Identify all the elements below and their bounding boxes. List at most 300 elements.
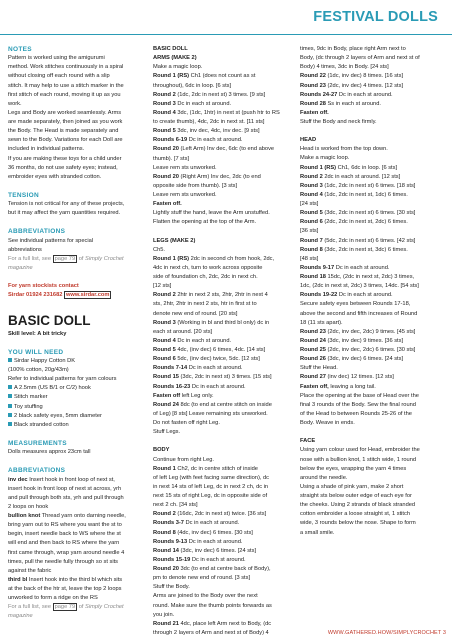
instruction-text: 2htr in next 2 sts, 2htr, 2htr in next 4 xyxy=(175,292,268,299)
instruction-line xyxy=(300,91,444,100)
instruction-text: left Leg only. xyxy=(180,392,214,399)
text-line: 18 (11 sts apart). xyxy=(300,319,343,326)
reference-text: of xyxy=(77,604,86,611)
instruction-label: Round 2 xyxy=(153,511,176,518)
instruction-line xyxy=(153,173,293,182)
bullet-icon xyxy=(8,358,12,362)
text-line: Head is worked from the top down. xyxy=(300,146,388,153)
subsection-heading: HEAD xyxy=(300,137,317,144)
instruction-line xyxy=(300,72,444,81)
text-line: you join. xyxy=(153,611,175,618)
instruction-text: 2dc in each st around. [12 sts] xyxy=(322,173,401,180)
text-line: Flatten the opening at the top of the Arm. xyxy=(153,219,257,226)
section-heading: YOU WILL NEED xyxy=(8,348,64,356)
text-line: but it may affect the yarn quantities required. xyxy=(8,210,121,217)
instruction-line xyxy=(153,392,293,401)
bullet-item xyxy=(8,357,146,366)
reference-line xyxy=(8,255,146,264)
instruction-text: (2dc, inv dec, 2dc) 6 times. [30 sts] xyxy=(325,347,416,354)
text-line: Tension is not critical for any of these projects, xyxy=(8,201,125,208)
instruction-label: Round 5 xyxy=(153,347,176,354)
instruction-text: (Right Arm) Inv dec, 2dc (to end xyxy=(178,173,261,180)
instruction-line xyxy=(153,136,293,145)
instruction-text: (1dc, inv dec) 8 times. [16 sts] xyxy=(325,73,404,80)
instruction-label: Round 6 xyxy=(300,219,323,226)
subsection-heading: FACE xyxy=(300,438,316,445)
subsection-heading: BASIC DOLL xyxy=(153,46,188,52)
instruction-line xyxy=(153,529,293,538)
instruction-text: (3dc, 2dc in next st) 3 times. [15 sts] xyxy=(178,374,272,381)
text-line: at the back of the htr st, leave the top 2 loops xyxy=(8,586,122,593)
instruction-line xyxy=(300,173,444,182)
instruction-text: (3dc, 2dc in next st, 3dc) 6 times. xyxy=(322,246,408,253)
bullet-item xyxy=(8,412,146,421)
bullet-item xyxy=(8,393,146,402)
instruction-line xyxy=(153,565,293,574)
instruction-label: Round 28 xyxy=(300,100,326,107)
instruction-line xyxy=(153,538,293,547)
page-footer xyxy=(328,630,446,636)
instruction-line xyxy=(153,91,293,100)
text-line: Body, (dc through 2 layers of Arm and next st of xyxy=(300,55,420,62)
instruction-text: 8dc (to end at centre stitch on inside xyxy=(178,401,272,408)
page-link[interactable]: page 79 xyxy=(54,255,76,262)
instruction-text: Ss in each st around. xyxy=(325,100,381,107)
instruction-text: 3dc, inv dec, 4dc, inv dec. [9 sts] xyxy=(175,128,260,135)
text-line: 1dc, (2dc in next st, 2dc) 3 times, 14dc. [54 sts] xyxy=(300,283,419,290)
text-line: method. Work stitches continuously in a spiral xyxy=(8,64,124,71)
instruction-text: Dc in each st around. xyxy=(187,538,243,545)
instruction-text: Dc in each st around. xyxy=(190,556,246,563)
bold-line: Fasten off. xyxy=(300,109,329,116)
magazine-ref: magazine xyxy=(8,613,33,620)
stockist-line xyxy=(8,291,146,300)
instruction-line xyxy=(300,328,444,337)
text-line: to create thumb), 4dc, 2dc in next st. [11 sts] xyxy=(153,119,265,125)
bold-line: Skill level: A bit tricky xyxy=(8,330,67,337)
instruction-line xyxy=(300,182,444,191)
text-line: wide, 3 rounds below the nose. Shape to form xyxy=(300,520,416,527)
column-head-face xyxy=(300,45,444,538)
text-line: Stuff the Head. xyxy=(300,365,338,372)
instruction-line xyxy=(300,273,444,282)
instruction-label: Round 18 xyxy=(300,274,326,281)
instruction-line xyxy=(300,218,444,227)
text-line: begin, insert needle back to WS where the st xyxy=(8,531,121,538)
instruction-line xyxy=(8,512,146,521)
instruction-text: Insert hook into the third bl which sits xyxy=(27,576,123,583)
instruction-line xyxy=(300,209,444,218)
instruction-line xyxy=(153,620,293,629)
section-heading: ABBREVIATIONS xyxy=(8,228,66,236)
text-line: will end and then back to RS where the yarn xyxy=(8,540,120,547)
instruction-label: Round 2 xyxy=(153,91,176,98)
text-line: each st around. [20 sts] xyxy=(153,328,213,335)
text-line: Using a shade of pink yarn, make 2 short xyxy=(300,483,404,490)
text-line: nose with a bullion knot, 1 stitch wide, 1 round xyxy=(300,456,417,463)
reference-text: For a full list, see xyxy=(8,255,53,262)
instruction-line xyxy=(153,127,293,136)
instruction-line xyxy=(153,255,293,264)
instruction-label: Round 20 xyxy=(153,566,179,573)
text-line: unworked to form a ridge on the RS xyxy=(8,595,98,602)
instruction-label: Rounds 3-7 xyxy=(153,520,184,527)
section-heading: TENSION xyxy=(8,191,39,199)
reference-text: of xyxy=(77,255,86,262)
spacer xyxy=(8,300,146,309)
bullet-icon xyxy=(8,422,12,426)
text-line: [12 sts] xyxy=(153,283,172,290)
instruction-text: 4dc, place left Arm next to Body, (dc xyxy=(178,620,272,627)
text-line: in next 14 sts of left Leg, dc in next 2 ch, dc in xyxy=(153,483,269,490)
instruction-line xyxy=(153,373,293,382)
text-line: are made separately, then joined as you work xyxy=(8,119,123,125)
text-line: included in individual patterns. xyxy=(8,146,85,153)
instruction-text: (3dc, 2dc in next st) 6 times. [30 sts] xyxy=(322,210,416,217)
text-line: next 2 ch. [34 sts] xyxy=(153,502,198,509)
instruction-text: (4dc, inv dec) 6 times. [30 sts] xyxy=(175,529,253,536)
instruction-text: (3dc, inv dec) 9 times. [36 sts] xyxy=(325,337,404,344)
column-notes xyxy=(8,45,146,622)
instruction-line xyxy=(8,476,146,485)
text-line: [48 sts] xyxy=(300,255,319,262)
instruction-label: Round 4 xyxy=(153,337,176,344)
page-link[interactable]: page 79 xyxy=(54,604,76,611)
text-line: Body) 4 times, 3dc in Body. [24 sts] xyxy=(300,64,389,71)
instruction-label: Rounds 16-23 xyxy=(153,383,191,390)
text-line: first stitch of each round, moving it up as you xyxy=(8,91,121,98)
text-line: times, 9dc in Body, place right Arm next to xyxy=(300,46,406,52)
text-line: of the Head to between Rounds 25-26 of the xyxy=(300,410,412,417)
text-line: sewn to the Body. Variations for each Doll are xyxy=(8,137,123,144)
instruction-label: Round 2 xyxy=(300,173,323,180)
instruction-label: Round 3 xyxy=(300,182,323,189)
text-line: Stuff the Body. xyxy=(153,584,190,591)
text-line: final 3 rounds of the Body. Sew the final round xyxy=(300,401,416,408)
text-line: opposite side from thumb). [3 sts] xyxy=(153,182,238,189)
spacer xyxy=(8,218,146,227)
instruction-line xyxy=(153,510,293,519)
subsection-heading: ARMS (MAKE 2) xyxy=(153,55,197,62)
reference-line xyxy=(8,603,146,612)
instruction-label: Rounds 6-19 xyxy=(153,137,188,144)
text-line: Ch5. xyxy=(153,246,166,253)
text-line: insert hook in front loop of next st across, yrh xyxy=(8,485,122,492)
instruction-label: Round 24 xyxy=(300,337,326,344)
instruction-line xyxy=(300,164,444,173)
bullet-item xyxy=(8,403,146,412)
instruction-text: (2dc, inv dec, 2dc) 9 times. [45 sts] xyxy=(325,328,416,335)
text-line: against the fabric xyxy=(8,567,52,574)
text-line: below the eyes, wrapping the yarn 4 times xyxy=(300,465,407,472)
instruction-text: (Left Arm) Inv dec, 6dc (to end above xyxy=(178,146,275,153)
instruction-line xyxy=(300,373,444,382)
instruction-label: Round 8 xyxy=(300,246,323,253)
text-line: stitch. It may help to use a stitch marker in the xyxy=(8,82,124,89)
instruction-text: Dc in each st around. xyxy=(337,91,393,98)
instruction-text: Dc in each st around. xyxy=(190,383,246,390)
text-line: pm to denote new end of round. [3 sts] xyxy=(153,575,251,582)
spacer xyxy=(8,273,146,282)
instruction-line xyxy=(300,100,444,109)
instruction-line xyxy=(153,100,293,109)
instruction-text: 5dc, (inv dec) twice, 5dc. [12 sts] xyxy=(175,356,260,363)
section-heading: ABBREVIATIONS xyxy=(8,467,66,475)
instruction-label: Round 3 xyxy=(153,319,176,326)
instruction-text: 2dc in second ch from hook, 2dc, xyxy=(189,255,275,262)
bullet-text: Black stranded cotton xyxy=(14,421,69,428)
text-line: straight sts below outer edge of each eye for xyxy=(300,493,412,500)
instruction-text: (1dc, 2dc in next st, 1dc) 6 times. xyxy=(322,191,408,198)
text-line: Dolls measures approx 23cm tall xyxy=(8,449,91,456)
bullet-item xyxy=(8,384,146,393)
page-title: FESTIVAL DOLLS xyxy=(313,9,438,25)
text-line: Body. Weave in ends. xyxy=(300,420,355,427)
instruction-text: 15dc, (2dc in next st, 2dc) 3 times, xyxy=(325,274,415,281)
bullet-icon xyxy=(8,404,12,408)
instruction-label: Round 23 xyxy=(300,328,326,335)
instruction-line xyxy=(300,337,444,346)
spacer xyxy=(153,228,293,237)
instruction-text: Insert hook in front loop of next st, xyxy=(27,476,115,483)
text-line: Secure safety eyes between Rounds 17-18, xyxy=(300,301,411,308)
text-line: Leave rem sts unworked. xyxy=(153,192,217,198)
bullet-item xyxy=(8,421,146,430)
instruction-label: Round 21 xyxy=(153,620,179,627)
instruction-text: Dc in each st around. xyxy=(337,292,393,299)
text-line: and pull through both sts, yrh and pull through xyxy=(8,494,124,501)
text-line: Continue from right Leg. xyxy=(153,456,215,463)
instruction-text: (5dc, 2dc in next st) 6 times. [42 sts] xyxy=(322,237,416,244)
instruction-label: Round 5 xyxy=(153,128,176,135)
instruction-label: Fasten off, xyxy=(300,383,329,390)
instruction-label: Round 7 xyxy=(300,237,323,244)
instruction-label: inv dec xyxy=(8,476,28,483)
instruction-line xyxy=(300,383,444,392)
text-line: Refer to individual patterns for yarn colours xyxy=(8,376,117,383)
instruction-text: 3dc (to end at centre back of Body), xyxy=(178,566,271,573)
instruction-label: Round 20 xyxy=(153,173,179,180)
bullet-icon xyxy=(8,413,12,417)
text-line: times, pull the needle fully through so st sits xyxy=(8,558,119,565)
header-divider xyxy=(0,34,452,35)
bullet-text: A 2.5mm (US B/1 or C/2) hook xyxy=(14,385,91,392)
instruction-line xyxy=(153,383,293,392)
footer-url[interactable]: WWW.GATHERED.HOW/SIMPLYCROCHET xyxy=(327,630,442,636)
text-line: first came through, wrap yarn around needle 4 xyxy=(8,549,125,556)
text-line: Pattern is worked using the amigurumi xyxy=(8,55,105,62)
instruction-line xyxy=(300,246,444,255)
text-line: [24 sts] xyxy=(300,201,319,208)
instruction-label: Round 22 xyxy=(300,73,326,80)
instruction-text: (inv dec) 12 times. [12 sts] xyxy=(325,374,394,381)
text-line: throughout), 6dc in loop. [6 sts] xyxy=(153,82,232,89)
text-line: the cheeks. Using 2 strands of black stranded xyxy=(300,502,416,509)
spacer xyxy=(8,430,146,439)
instruction-text: Dc in each st around. xyxy=(175,100,232,107)
instruction-label: Rounds 19-22 xyxy=(300,292,338,299)
section-heading: NOTES xyxy=(8,46,32,53)
instruction-text: Ch1 (does not count as st xyxy=(189,73,256,80)
instruction-line xyxy=(153,72,293,81)
instruction-line xyxy=(153,291,293,300)
instruction-label: Round 24 xyxy=(153,401,179,408)
bullet-text: Toy stuffing xyxy=(14,403,43,410)
instruction-text: Dc in each st around. xyxy=(334,264,390,271)
bullet-icon xyxy=(8,394,12,398)
instruction-label: Round 26 xyxy=(300,356,326,363)
stockist-text: Sirdar 01924 231682 xyxy=(8,292,64,299)
text-line: Arms are joined to the Body over the next xyxy=(153,593,258,600)
text-line: round. Make sure the thumb points forwards as xyxy=(153,602,272,609)
text-line: Stuff Legs. xyxy=(153,429,181,436)
instruction-label: Round 20 xyxy=(153,146,179,153)
page-header xyxy=(0,0,452,34)
spacer xyxy=(300,428,444,437)
text-line: without closing off each round with a slip xyxy=(8,73,110,80)
instruction-text: 3dc, (1dc, 1htr) in next st (push htr to RS xyxy=(175,109,280,116)
instruction-line xyxy=(300,191,444,200)
bullet-text: 2 black safety eyes, 5mm diameter xyxy=(14,412,102,419)
instruction-line xyxy=(153,364,293,373)
instruction-text: (1dc, 2dc in next st) 3 times. [9 sts] xyxy=(175,91,266,98)
instruction-text: (2dc, inv dec) 4 times. [12 sts] xyxy=(325,82,404,89)
instruction-line xyxy=(153,109,293,118)
instruction-line xyxy=(153,519,293,528)
text-line: Leave rem sts unworked. xyxy=(153,164,217,171)
instruction-label: Round 1 (RS) xyxy=(300,164,337,171)
instruction-label: Rounds 15-19 xyxy=(153,556,191,563)
instruction-text: Dc in each st around. xyxy=(187,365,243,372)
instruction-line xyxy=(153,556,293,565)
instruction-text: (3dc, inv dec) 6 times. [24 sts] xyxy=(325,356,404,363)
instruction-label: Round 4 xyxy=(153,109,176,116)
instruction-text: (16dc, 2dc in next st) twice. [36 sts] xyxy=(175,511,267,518)
text-line: sts, 2htr, 2htr in next 2 sts, htr in first st to xyxy=(153,301,257,308)
bold-line: Fasten off. xyxy=(153,201,182,208)
text-line: work. xyxy=(8,100,22,107)
text-line: Legs and Body are worked seamlessly. Arms xyxy=(8,109,122,116)
instruction-text: Dc in each st around. xyxy=(175,337,232,344)
column-arms-legs-body xyxy=(153,45,293,638)
instruction-label: Round 14 xyxy=(153,547,179,554)
pattern-title: BASIC DOLL xyxy=(8,312,91,328)
instruction-label: Rounds 7-14 xyxy=(153,365,188,372)
instruction-label: bullion knot xyxy=(8,513,41,520)
instruction-label: Rounds 9-13 xyxy=(153,538,188,545)
page-number: 3 xyxy=(442,630,446,636)
subsection-heading: BODY xyxy=(153,447,170,454)
instruction-text: leaving a long tail. xyxy=(328,383,376,390)
instruction-label: third bl xyxy=(8,576,28,583)
instruction-label: Round 6 xyxy=(153,356,176,363)
instruction-line xyxy=(153,346,293,355)
instruction-line xyxy=(300,264,444,273)
text-line: bring yarn out to RS where you want the st to xyxy=(8,522,122,529)
text-line: cotton embroider a loose straight st, 1 stitch xyxy=(300,511,411,518)
stockist-line xyxy=(8,282,146,291)
instruction-line xyxy=(8,576,146,585)
instruction-text: 4dc, (inv dec) 6 times, 4dc. [14 sts] xyxy=(175,347,266,354)
instruction-label: Round 25 xyxy=(300,347,326,354)
text-line: See individual patterns for special xyxy=(8,237,94,244)
text-line: thumb). [7 sts] xyxy=(153,155,190,162)
instruction-label: Round 3 xyxy=(153,100,176,107)
instruction-line xyxy=(153,355,293,364)
instruction-text: (2dc, 2dc in next st, 2dc) 6 times. xyxy=(322,219,408,226)
text-line: the Body. The Head is made separately and xyxy=(8,128,119,135)
instruction-label: Rounds 24-27 xyxy=(300,91,338,98)
instruction-text: (3dc, inv dec) 6 times. [24 sts] xyxy=(178,547,257,554)
subsection-heading: LEGS (MAKE 2) xyxy=(153,237,196,244)
instruction-line xyxy=(153,145,293,154)
instruction-label: Rounds 9-17 xyxy=(300,264,335,271)
text-line: next 15 sts of right Leg, dc in opposite side of xyxy=(153,493,268,500)
instruction-label: Round 15 xyxy=(153,374,179,381)
instruction-text: Dc in each st around. xyxy=(187,137,243,144)
instruction-line xyxy=(153,547,293,556)
text-line: (100% cotton, 20g/43m) xyxy=(8,367,69,374)
instruction-label: Round 8 xyxy=(153,529,176,536)
spacer xyxy=(8,182,146,191)
instruction-line xyxy=(300,237,444,246)
text-line: 4dc in next ch, turn to work across opposite xyxy=(153,264,263,271)
instruction-line xyxy=(153,465,293,474)
instruction-text: Ch1, 6dc in loop. [6 sts] xyxy=(336,164,398,171)
reference-text: For a full list, see xyxy=(8,604,53,611)
instruction-line xyxy=(300,82,444,91)
spacer xyxy=(8,339,146,348)
text-line: Place the opening at the base of Head over the xyxy=(300,392,419,399)
text-line: 2 loops on hook xyxy=(8,503,49,510)
text-line: Make a magic loop. xyxy=(153,64,203,71)
text-line: denote new end of round. [20 sts] xyxy=(153,310,238,317)
instruction-label: Round 2 xyxy=(153,292,176,299)
instruction-label: Round 23 xyxy=(300,82,326,89)
text-line: Stuff the Body and neck firmly. xyxy=(300,119,377,125)
stockist-text: For yarn stockists contact xyxy=(8,283,79,290)
text-line: Using yarn colour used for Head, embroider the xyxy=(300,447,420,454)
bullet-text: Stitch marker xyxy=(14,394,48,401)
instruction-text: Thread yarn onto darning needle, xyxy=(40,513,126,520)
text-line: Make a magic loop. xyxy=(300,155,350,162)
magazine-name: Simply Crochet xyxy=(85,255,124,262)
spacer xyxy=(153,437,293,446)
text-line: of Leg) [8 sts] Leave remaining sts unworked. xyxy=(153,410,268,417)
text-line: of left Leg (with feet facing same direction), dc xyxy=(153,474,270,481)
text-line: side of foundation ch, 2dc, 2dc in next ch. xyxy=(153,274,258,281)
instruction-line xyxy=(300,291,444,300)
instruction-line xyxy=(300,346,444,355)
instruction-label: Round 27 xyxy=(300,374,326,381)
instruction-line xyxy=(153,337,293,346)
instruction-label: Round 5 xyxy=(300,210,323,217)
text-line: [36 sts] xyxy=(300,228,319,235)
magazine-ref: magazine xyxy=(8,264,33,271)
instruction-text: Dc in each st around. xyxy=(183,520,240,527)
text-line: 36 months, do not use safety eyes; instead, xyxy=(8,164,118,171)
instruction-text: (1dc, 2dc in next st) 6 times. [18 sts] xyxy=(322,182,416,189)
instruction-text: (Working in bl and third bl only) dc in xyxy=(175,319,270,326)
instruction-label: Round 4 xyxy=(300,191,323,198)
text-line: a small smile. xyxy=(300,529,335,536)
text-line: around the needle. xyxy=(300,474,348,481)
bullet-icon xyxy=(8,385,12,389)
instruction-label: Round 1 (RS) xyxy=(153,255,190,262)
stockist-link[interactable]: www.sirdar.com xyxy=(65,292,110,299)
text-line: abbreviations xyxy=(8,246,42,253)
instruction-line xyxy=(153,401,293,410)
